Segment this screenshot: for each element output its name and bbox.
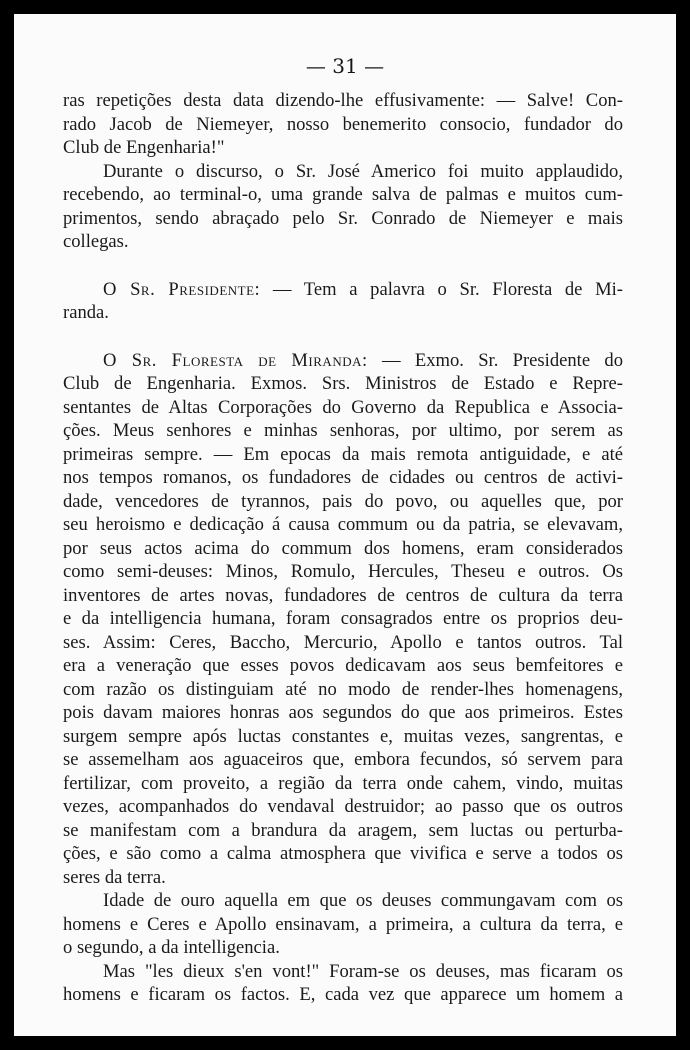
text-line: Club de Engenharia!"	[63, 137, 225, 158]
body-text	[63, 89, 623, 1007]
text-line: Mas "les dieux s'en vont!" Foram-se os deuses, mas ficaram os	[103, 960, 623, 982]
text-line: sentantes de Altas Corporações do Governo da Republica e Associa-	[63, 396, 623, 418]
text-line: por seus actos acima do commum dos homens, eram considerados	[63, 537, 623, 559]
text-line: rado Jacob de Niemeyer, nosso benemerito consocio, fundador do	[63, 113, 623, 135]
text-line: o segundo, a da intelligencia.	[63, 937, 280, 958]
text-line: Durante o discurso, o Sr. José Americo foi muito applaudido,	[103, 160, 623, 182]
text-line: fertilizar, com proveito, a região da terra onde cahem, vindo, muitas	[63, 772, 623, 794]
text-line: primentos, sendo abraçado pelo Sr. Conrado de Niemeyer e mais	[63, 207, 623, 229]
text-line: como semi-deuses: Minos, Romulo, Hercules, Theseu e outros. Os	[63, 561, 623, 582]
text-line: recebendo, ao terminal-o, uma grande salva de palmas e muitos cum-	[63, 184, 623, 205]
text-line: seu heroismo e dedicação á causa commum ou da patria, se elevavam,	[63, 514, 623, 535]
text-line: se assemelham aos aguaceiros que, embora fecundos, só servem para	[63, 749, 623, 770]
text-line: ses. Assim: Ceres, Baccho, Mercurio, Apollo e tantos outros. Tal	[63, 631, 623, 653]
speaker-name: O Sr. Presidente:	[103, 278, 261, 300]
text-line: dade, vencedores de tyrannos, pais do povo, ou aquelles que, por	[63, 490, 623, 512]
text-line: surgem sempre após luctas constantes e, muitas vezes, sangrentas, e	[63, 725, 623, 747]
speech-text: — Tem a palavra o Sr. Floresta de Mi-	[260, 278, 623, 300]
text-line: ções. Meus senhores e minhas senhoras, por ultimo, por serem as	[63, 420, 623, 441]
text-line: pois davam maiores honras aos segundos do que aos primeiros. Estes	[63, 702, 623, 723]
text-line: collegas.	[63, 231, 129, 252]
paragraph-gap	[63, 254, 623, 278]
text-line: com razão os distinguiam até no modo de render-lhes homenagens,	[63, 678, 623, 700]
speech-text: — Exmo. Sr. Presidente do	[367, 349, 623, 371]
text-line: primeiras sempre. — Em epocas da mais remota antiguidade, e até	[63, 443, 623, 465]
text-line: era a veneração que esses povos dedicavam aos seus bemfeitores e	[63, 655, 623, 676]
text-line: Club de Engenharia. Exmos. Srs. Ministros de Estado e Repre-	[63, 373, 623, 394]
text-line: randa.	[63, 302, 109, 323]
text-line: seres da terra.	[63, 866, 166, 888]
text-line: e da intelligencia humana, foram consagrados entre os proprios deu-	[63, 608, 623, 629]
text-line: ras repetições desta data dizendo-lhe effusivamente: — Salve! Con-	[63, 90, 623, 111]
document-page	[14, 14, 676, 1036]
paragraph-gap	[63, 325, 623, 349]
speaker-name: O Sr. Floresta de Miranda:	[103, 349, 368, 371]
text-line: homens e ficaram os factos. E, cada vez que apparece um homem a	[63, 984, 623, 1005]
text-line: inventores de artes novas, fundadores de centros de cultura da terra	[63, 584, 623, 606]
text-line: homens e Ceres e Apollo ensinavam, a primeira, a cultura da terra, e	[63, 913, 623, 935]
text-line: Idade de ouro aquella em que os deuses commungavam com os	[103, 890, 623, 911]
text-line: ções, e são como a calma atmosphera que vivifica e serve a todos os	[63, 843, 623, 864]
text-line	[63, 349, 623, 373]
text-line: se manifestam com a brandura da aragem, sem luctas ou perturba-	[63, 819, 623, 841]
page-number: — 31 —	[305, 54, 385, 78]
text-line: nos tempos romanos, os fundadores de cidades ou centros de activi-	[63, 467, 623, 488]
text-line	[63, 278, 623, 302]
text-line: vezes, acompanhados do vendaval destruidor; ao passo que os outros	[63, 796, 623, 817]
